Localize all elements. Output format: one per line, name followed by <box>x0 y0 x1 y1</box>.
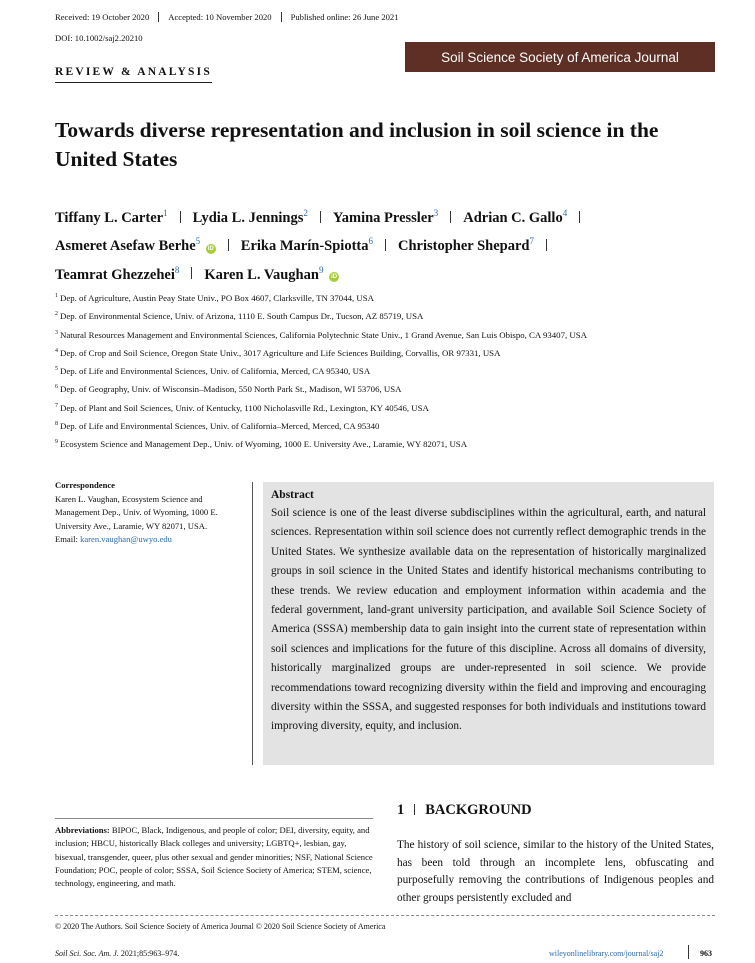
accepted-date: Accepted: 10 November 2020 <box>158 12 280 22</box>
abstract-divider <box>252 482 253 765</box>
affiliation-list <box>55 289 745 454</box>
affiliation: $^8$ Dep. of Life and Environmental Sciences, Univ. of California–Merced, Merced, CA 95340 <box>55 421 380 431</box>
correspondence-email-line: Email: karen.vaughan@uwyo.edu <box>55 534 172 544</box>
affiliation: $^3$ Natural Resources Management and Environmental Sciences, California Polytechnic State Univ., 1 Grand Avenue, San Luis Obispo, CA 93407, USA <box>55 329 587 340</box>
footer-separator <box>688 945 689 959</box>
abbreviations-label: Abbreviations: <box>55 825 110 835</box>
author[interactable]: Tiffany L. Carter$^1$ <box>55 208 168 226</box>
journal-url-link[interactable]: wileyonlinelibrary.com/journal/saj2 <box>549 949 664 958</box>
published-date: Published online: 26 June 2021 <box>281 12 408 22</box>
abstract-box <box>263 482 714 765</box>
author[interactable]: Adrian C. Gallo$^4$ <box>463 208 568 226</box>
email-link[interactable]: karen.vaughan@uwyo.edu <box>80 534 172 544</box>
affiliation: $^4$ Dep. of Crop and Soil Science, Oregon State Univ., 3017 Agriculture and Life Sciences Building, Corvallis, OR 97331, USA <box>55 347 501 358</box>
affiliation: $^9$ Ecosystem Science and Management Dep., Univ. of Wyoming, 1000 E. University Ave., Laramie, WY 82071, USA <box>55 439 468 450</box>
journal-banner: Soil Science Society of America Journal <box>405 42 715 72</box>
doi: DOI: 10.1002/saj2.20210 <box>55 33 143 43</box>
affiliation: $^7$ Dep. of Plant and Soil Sciences, Univ. of Kentucky, 1100 Nicholasville Rd., Lexington, KY 40546, USA <box>55 402 429 413</box>
section-label: REVIEW & ANALYSIS <box>55 66 212 83</box>
author[interactable]: Erika Marín-Spiotta$^6$ <box>240 236 373 255</box>
page-number: 963 <box>700 949 712 958</box>
affiliation: $^6$ Dep. of Geography, Univ. of Wisconsin–Madison, 550 North Park St., Madison, WI 53706, USA <box>55 384 402 395</box>
correspondence <box>55 479 245 547</box>
citation: Soil Sci. Soc. Am. J. 2021;85:963–974. <box>55 949 180 958</box>
author[interactable]: Christopher Shepard$^7$ <box>397 236 534 255</box>
correspondence-heading: Correspondence <box>55 480 115 490</box>
author[interactable]: Asmeret Asefaw Berhe$^5$ iD <box>55 236 214 255</box>
author[interactable]: Teamrat Ghezzehei$^8$ <box>55 264 180 283</box>
copyright: © 2020 The Authors. Soil Science Society of America Journal © 2020 Soil Science Society of America <box>55 922 386 931</box>
author-list <box>55 202 735 287</box>
correspondence-address: Karen L. Vaughan, Ecosystem Science and Management Dep., Univ. of Wyoming, 1000 E. University Ave., Laramie, WY 82071, USA. <box>55 493 218 531</box>
abbreviations-text: BIPOC, Black, Indigenous, and people of color; DEI, diversity, equity, and inclusion; HBCU, historically Black colleges and university; LGBTQ+, lesbian, gay, bisexual, transgender, queer, plus other sexual and gender minorities; NSF, National Science Foundation; POC, people of color; SSSA, Soil Science Society of America; STEM, science, technology, engineering, and math. <box>55 825 373 889</box>
abstract-text: Soil science is one of the least diverse subdisciplines within the agricultural, earth, and natural sciences. Representation within soil science does not currently reflect demographic trends in the United States. We synthesize available data on the representation of historically marginalized groups in soil science in the United States and identify historical mechanisms contributing to these trends. We review education and employment information within academia and the federal government, land-grant university participation, and available Soil Science Society of America (SSSA) membership data to gain insight into the current state of representation within soil sciences and implications for the future of this discipline. Across all domains of diversity, historically marginalized groups are under-represented in soil science. We provide recommendations toward recognizing diversity within the field and improving and encouraging diversity within the SSSA, and suggested responses for both individuals and institutions toward improving diversity, equity, and inclusion. <box>271 507 706 733</box>
publication-dates <box>55 12 408 22</box>
orcid-icon[interactable]: iD <box>207 246 214 253</box>
orcid-icon[interactable]: iD <box>331 274 338 281</box>
background-text: The history of soil science, similar to the history of the United States, has been told through an incomplete lens, obfuscating and purposefully removing the contributions of Indigenous peoples and other groups persistently excluded and <box>397 839 714 904</box>
affiliation: $^5$ Dep. of Life and Environmental Sciences, Univ. of California, Merced, CA 95340, USA <box>55 366 371 377</box>
author[interactable]: Yamina Pressler$^3$ <box>332 208 439 226</box>
section-heading: 1 BACKGROUND <box>397 802 532 818</box>
author[interactable]: Lydia L. Jennings$^2$ <box>192 208 308 226</box>
affiliation: $^2$ Dep. of Environmental Science, Univ. of Arizona, 1110 E. South Campus Dr., Tucson, AZ 85719, USA <box>55 311 424 322</box>
author[interactable]: Karen L. Vaughan$^9$ iD <box>204 264 338 283</box>
affiliation: $^1$ Dep. of Agriculture, Austin Peay State Univ., PO Box 4607, Clarksville, TN 37044, USA <box>55 292 374 303</box>
abbreviations <box>55 824 373 890</box>
received-date: Received: 19 October 2020 <box>55 12 150 22</box>
abstract-heading: Abstract <box>271 489 314 501</box>
footer-rule <box>55 915 715 916</box>
abbreviations-rule <box>55 818 373 819</box>
article-title: Towards diverse representation and inclusion in soil science in the United States <box>55 118 659 171</box>
